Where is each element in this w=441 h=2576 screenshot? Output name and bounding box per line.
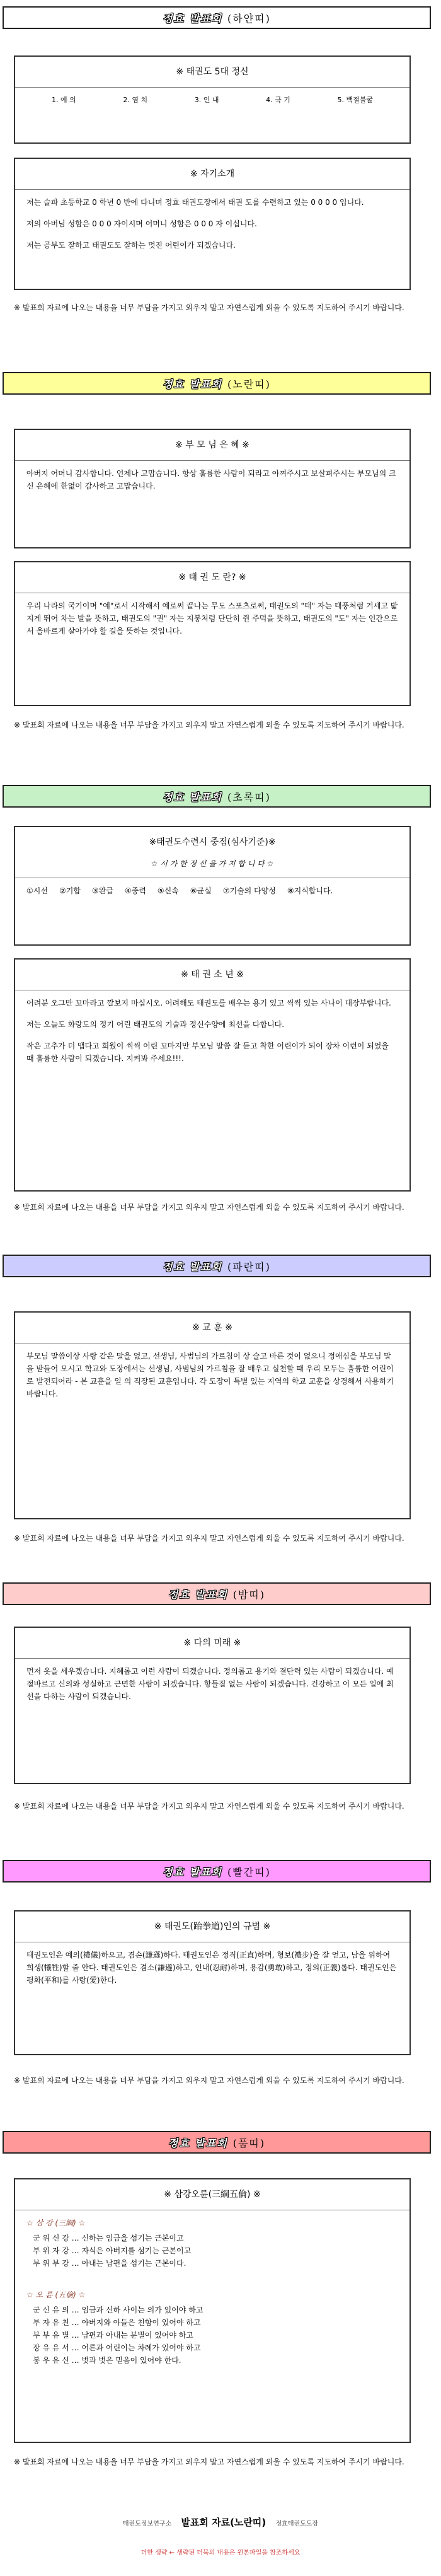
samgang-heading: ☆ 삼 강 (三綱) ☆ (26, 2219, 86, 2227)
samgang-line: 부 위 부 강 … 아내는 남편을 섬기는 근본이다. (33, 2259, 186, 2268)
intro-paragraph: 저는 공부도 잘하고 태권도도 잘하는 멋진 어린이가 되겠습니다. (26, 241, 236, 250)
header-belt: (밤띠) (232, 1588, 266, 1601)
boy-paragraph: 어려분 오그만 꼬마라고 깔보지 마십시오. 어려해도 태권도를 배우는 용기 있고 씩씩 있는 사나이 대장부랍니다. (26, 999, 391, 1007)
footer-prefix: 태권도정보연구소 (122, 2521, 172, 2527)
footer-suffix: 정효태권도도장 (275, 2521, 319, 2527)
section-header-white (3, 6, 431, 29)
training-item: ①시선 (26, 886, 48, 895)
divider (15, 460, 410, 461)
training-item: ⑥균실 (190, 886, 212, 895)
header-decor-text: 정효 발표회 (163, 1865, 222, 1878)
norms-box (14, 1910, 411, 2055)
training-title: ※태권도수련시 중점(심사기준)※ (149, 837, 276, 847)
section-header-green (3, 785, 431, 808)
section-header-poom (3, 2131, 431, 2154)
oryun-heading: ☆ 오 륜 (五倫) ☆ (26, 2290, 86, 2299)
note: ※ 발표회 자료에 나오는 내용을 너무 부담을 가지고 외우지 말고 자연스럽게 외울 수 있도록 지도하여 주시기 바랍니다. (14, 303, 404, 312)
training-box (14, 826, 411, 946)
samgang-line: 부 위 자 강 … 자식은 아버지를 섬기는 근본이고 (33, 2246, 192, 2255)
future-title: ※ 다의 미래 ※ (183, 1638, 241, 1648)
samgang-line: 군 위 신 강 … 신하는 임금을 섬기는 근본이고 (33, 2234, 184, 2242)
spirit-box (14, 55, 411, 144)
section-header-brown (3, 1582, 431, 1605)
spirit-item: 2. 염 치 (123, 96, 148, 104)
oryun-line: 군 신 유 의 … 임금과 신하 사이는 의가 있어야 하고 (33, 2306, 203, 2314)
intro-paragraph: 저의 아버님 성함은 0 0 0 자이시며 어머니 성함은 0 0 0 자 이십니다. (26, 219, 257, 228)
note: ※ 발표회 자료에 나오는 내용을 너무 부담을 가지고 외우지 말고 자연스럽게 외울 수 있도록 지도하여 주시기 바랍니다. (14, 1203, 404, 1212)
note: ※ 발표회 자료에 나오는 내용을 너무 부담을 가지고 외우지 말고 자연스럽게 외울 수 있도록 지도하여 주시기 바랍니다. (14, 1534, 404, 1543)
note: ※ 발표회 자료에 나오는 내용을 너무 부담을 가지고 외우지 말고 자연스럽게 외울 수 있도록 지도하여 주시기 바랍니다. (14, 2076, 404, 2085)
parents-paragraph: 아버지 어머니 감사합니다. 언제나 고맙습니다. 항상 훌륭한 사람이 되라고 아껴주시고 보살펴주시는 부모님의 크신 은혜에 한없이 감사하고 고맙습니다. (26, 469, 396, 490)
spirit-title: ※ 태권도 5대 정신 (176, 67, 249, 77)
samgang-box (14, 2178, 411, 2443)
header-decor-text: 정효 발표회 (163, 378, 222, 390)
header-belt: (초록띠) (227, 791, 271, 803)
header-belt: (품띠) (232, 2137, 266, 2149)
samgang-title: ※ 삼강오륜(三綱五倫) ※ (164, 2190, 261, 2200)
oryun-line: 붕 우 유 신 … 벗과 벗은 믿음이 있어야 한다. (33, 2356, 181, 2365)
training-item: ②기합 (59, 886, 81, 895)
training-item: ④중력 (124, 886, 146, 895)
motto-paragraph: 부모님 말씀이상 사랑 같은 말을 없고, 선생님, 사범님의 가르침이 상 슬고 바른 것이 없으니 정애심을 부모님 말 을 받들어 모시고 학교와 도장에서는 선생님, 사범님의 가르침을 잘 배우고 실천할 때 우리 모두는 훌륭한 어린이로 발전되어라 - 본 교훈을 일 의 직장된 교훈입니다. 각 도장이 특별 있는 지역의 학교 교훈을 상경해서 사용하기 바랍니다. (26, 1352, 394, 1398)
header-decor-text: 정효 발표회 (168, 2137, 228, 2149)
taekwondo-paragraph: 우리 나라의 국기이며 "예"로서 시작해서 예로써 끝나는 무도 스포츠로써, 태권도의 "태" 자는 태풍처럼 거세고 밟지게 뛰어 차는 발을 뜻하고, 태권도의 "권" 자는 지붕처럼 단단히 쥔 주먹을 뜻하고, 태권도의 "도" 자는 인간으로서 올바르게 살아가야 할 길을 뜻하는 것입니다. (26, 601, 398, 635)
header-decor-text: 정효 발표회 (163, 12, 222, 25)
training-subtitle: ☆ 시 가 한 정 신 을 가 지 합 니 다 ☆ (151, 859, 274, 868)
spirit-item: 3. 인 내 (194, 96, 219, 104)
intro-box (14, 158, 411, 290)
divider (15, 1658, 410, 1659)
note: ※ 발표회 자료에 나오는 내용을 너무 부담을 가지고 외우지 말고 자연스럽게 외울 수 있도록 지도하여 주시기 바랍니다. (14, 2457, 404, 2466)
divider (15, 189, 410, 190)
norms-title: ※ 태권도(跆拳道)인의 규범 ※ (154, 1922, 271, 1932)
header-decor-text: 정효 발표회 (168, 1588, 228, 1601)
header-belt: (파란띠) (227, 1260, 271, 1273)
note: ※ 발표회 자료에 나오는 내용을 너무 부담을 가지고 외우지 말고 자연스럽게 외울 수 있도록 지도하여 주시기 바랍니다. (14, 721, 404, 729)
oryun-line: 부 자 유 친 … 아버지와 아들은 친함이 있어야 하고 (33, 2318, 201, 2327)
intro-paragraph: 저는 슬파 초등학교 0 학년 0 반에 다니며 정효 태권도장에서 태권 도를 수련하고 있는 0 0 0 0 입니다. (26, 198, 364, 207)
taekwondo-title: ※ 태 권 도 란? ※ (178, 572, 246, 583)
training-item: ⑦기술의 다양성 (222, 886, 276, 895)
future-paragraph: 먼저 옷을 세우겠습니다. 지혜롭고 이런 사람이 되겠습니다. 정의롭고 용기와 결단력 있는 사람이 되겠습니다. 예절바르고 신의와 성실하고 근면한 사람이 되겠습니다. 항들질 없는 사람이 되겠습니다. 건강하고 이 모든 일에 최선을 다하는 사람이 되겠습니다. (26, 1667, 394, 1701)
oryun-list (26, 2289, 398, 2367)
header-decor-text: 정효 발표회 (163, 1260, 222, 1273)
boy-paragraph: 저는 오늘도 화랑도의 정기 어린 태권도의 기술과 정신수양에 최선을 다합니다. (26, 1020, 285, 1029)
oryun-line: 부 부 유 별 … 남편과 아내는 분별이 있어야 하고 (33, 2331, 193, 2340)
future-box (14, 1627, 411, 1784)
motto-title: ※ 교 훈 ※ (192, 1323, 232, 1333)
header-decor-text: 정효 발표회 (163, 791, 222, 803)
parents-title: ※ 부 모 님 은 혜 ※ (175, 440, 249, 450)
training-list (26, 885, 398, 897)
footer-link[interactable]: 더한 생략 ← 생략된 더북의 내용은 원본파일을 참조하세요 (140, 2550, 301, 2556)
parents-box (14, 429, 411, 548)
header-belt: (노란띠) (227, 378, 271, 390)
taekwondo-box (14, 561, 411, 706)
motto-box (14, 1311, 411, 1519)
intro-title: ※ 자기소개 (190, 169, 235, 179)
spirit-list (26, 94, 398, 107)
norms-paragraph: 태권도인은 예의(禮儀)하으고, 겸손(謙遜)하다. 태권도인은 정직(正直)하며, 형보(禮步)을 잘 얻고, 남을 위하여 희생(犧牲)할 줄 안다. 태권도인은 겸소(謙遜)하고, 인내(忍耐)하며, 용감(勇敢)하고, 정의(正義)롭다. 태권도인은 평화(平和)를 사랑(愛)한다. (26, 1951, 397, 1985)
spirit-item: 4. 극 기 (266, 96, 290, 104)
boy-box (14, 958, 411, 1192)
note: ※ 발표회 자료에 나오는 내용을 너무 부담을 가지고 외우지 말고 자연스럽게 외울 수 있도록 지도하여 주시기 바랍니다. (14, 1802, 404, 1811)
footer (0, 2515, 441, 2529)
training-item: ③완급 (91, 886, 113, 895)
oryun-line: 장 유 유 서 … 어른과 어린이는 차례가 있어야 하고 (33, 2343, 201, 2352)
footer-title: 발표회 자료(노란띠) (181, 2517, 266, 2528)
header-belt: (하얀띠) (227, 12, 271, 25)
spirit-item: 5. 백절불굴 (337, 96, 373, 104)
samgang-list (26, 2217, 398, 2270)
section-header-yellow (3, 372, 431, 395)
header-belt: (빨간띠) (227, 1865, 271, 1878)
boy-title: ※ 태 권 소 년 ※ (181, 970, 244, 980)
section-header-blue (3, 1255, 431, 1277)
training-item: ⑤신속 (157, 886, 179, 895)
training-item: ⑧지식합니다. (287, 886, 333, 895)
boy-paragraph: 작은 고추가 더 맵다고 희웠이 씩씩 어린 꼬마지만 부모님 말씀 잘 듣고 착한 어린이가 되어 장차 이런이 되었을 때 훌륭한 사람이 되겠습니다. 지켜봐 주세요!!!. (26, 1041, 389, 1063)
section-header-red (3, 1860, 431, 1883)
spirit-item: 1. 예 의 (52, 96, 76, 104)
divider (15, 87, 410, 88)
